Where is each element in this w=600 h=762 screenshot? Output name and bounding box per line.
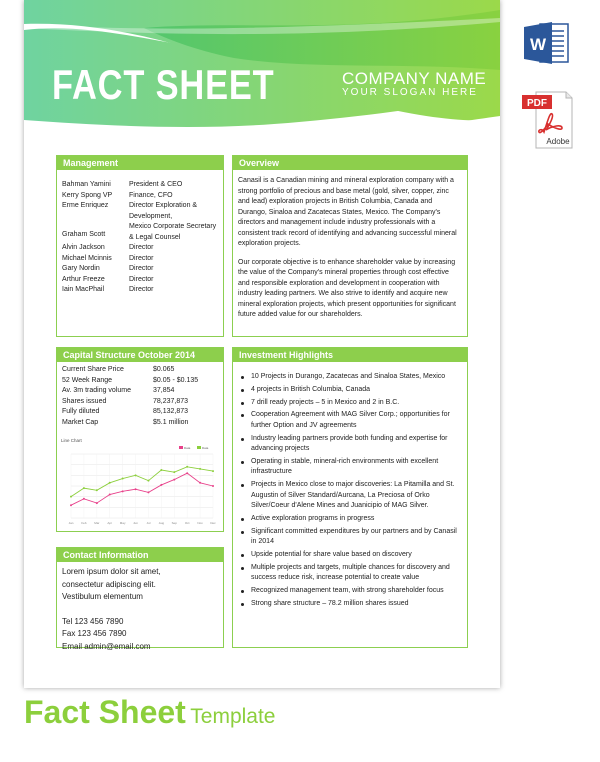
person-role: Mexico Corporate Secretary & Legal Counsel (129, 223, 217, 241)
chart-data-point (96, 489, 98, 491)
chart-x-tick-label: Apr (107, 521, 113, 525)
chart-data-point (70, 496, 72, 498)
chart-data-point (109, 482, 111, 484)
footer-title (24, 696, 276, 728)
capital-value: 37,854 (153, 387, 175, 394)
chart-legend-swatch (197, 446, 201, 449)
page-title: FACT SHEET (52, 61, 275, 108)
chart-data-point (173, 471, 175, 473)
pdf-icon-brand: Adobe (546, 137, 570, 146)
chart-legend-swatch (179, 446, 183, 449)
chart-x-tick-label: Dec (210, 521, 216, 525)
management-panel (56, 155, 224, 337)
line-chart (59, 436, 219, 530)
chart-data-point (199, 482, 201, 484)
list-item: Projects in Mexico close to major discoveries: La Pitamilla and St. Augustin of Silver Standard/Aurcana, La Preciosa of Orko Silver/Coeur d'Alene Mines and Juanicipio of MAG Silver. (238, 480, 462, 512)
capital-row (62, 418, 218, 429)
chart-data-point (199, 468, 201, 470)
company-slogan: YOUR SLOGAN HERE (342, 87, 478, 98)
list-item: 7 drill ready projects – 5 in Mexico and 2 in B.C. (238, 398, 462, 409)
list-item: Upside potential for share value based on discovery (238, 550, 462, 561)
management-row (62, 201, 218, 222)
management-row (62, 264, 218, 275)
person-role: Director (129, 275, 154, 283)
word-icon-letter: W (529, 35, 547, 54)
person-role: President & CEO (129, 181, 183, 188)
chart-data-point (122, 490, 124, 492)
chart-data-point (173, 479, 175, 481)
chart-data-point (160, 484, 162, 486)
chart-x-tick-label: Mar (94, 521, 100, 525)
person-name: Erme Enriquez (62, 202, 109, 209)
word-file-icon[interactable] (522, 18, 572, 68)
capital-row (62, 386, 218, 397)
chart-x-tick-label: Jun (133, 521, 138, 525)
management-row (62, 191, 218, 202)
chart-legend-label: Data (184, 445, 191, 450)
person-name: Bahman Yamini (62, 181, 111, 188)
chart-title: Line Chart (61, 438, 82, 443)
chart-data-point (186, 472, 188, 474)
chart-data-point (70, 504, 72, 506)
overview-panel (232, 155, 468, 337)
person-name: Arthur Freeze (62, 275, 105, 283)
list-item: Strong share structure – 78.2 million shares issued (238, 599, 462, 610)
chart-data-point (160, 469, 162, 471)
chart-legend-label: Data (202, 445, 209, 450)
footer-title-sub: Template (190, 705, 276, 728)
investment-highlights-body (233, 362, 467, 618)
contact-body (57, 562, 223, 659)
capital-structure-panel (56, 347, 224, 532)
capital-value: $0.05 - $0.135 (153, 376, 199, 384)
word-icon-graphic (522, 18, 572, 68)
contact-email: Email admin@email.com (62, 641, 151, 651)
chart-x-tick-label: Sep (171, 521, 177, 525)
chart-data-point (147, 480, 149, 482)
contact-phone: Tel 123 456 7890 (62, 616, 124, 626)
list-item: 10 Projects in Durango, Zacatecas and Sinaloa States, Mexico (238, 372, 462, 383)
list-item: Multiple projects and targets, multiple chances for discovery and success reduce risk, increase potential to create value (238, 563, 462, 584)
overview-paragraph: Our corporate objective is to enhance shareholder value by increasing the value of the Company's mineral properties through cost effective and responsible exploration and development in cooperation with industry leading partners. We also strive to identify and acquire new mineral exploration projects, which present opportunities for significant future added value for our shareholders. (238, 258, 456, 318)
capital-row (62, 397, 218, 408)
contact-panel (56, 547, 224, 651)
chart-data-point (96, 502, 98, 504)
capital-structure-heading: Capital Structure October 2014 (57, 348, 223, 362)
capital-value: $5.1 million (153, 418, 189, 426)
management-list (57, 170, 223, 302)
footer-title-main: Fact Sheet (24, 694, 186, 730)
capital-row (62, 407, 218, 418)
person-name: Alvin Jackson (62, 244, 105, 251)
contact-address-line: consectetur adipiscing elit. (62, 579, 156, 589)
management-row (62, 254, 218, 265)
company-name: COMPANY NAME (342, 69, 487, 88)
overview-body (233, 170, 467, 335)
contact-address-line: Vestibulum elementum (62, 592, 143, 601)
chart-data-point (212, 485, 214, 487)
contact-heading: Contact Information (57, 548, 223, 562)
chart-data-point (186, 466, 188, 468)
investment-highlights-heading: Investment Highlights (233, 348, 467, 362)
management-row (62, 243, 218, 254)
chart-x-tick-label: May (119, 521, 126, 525)
person-role: Director (129, 244, 154, 251)
list-item: Significant committed expenditures by our partners and by Canasil in 2014 (238, 527, 462, 548)
person-role: Director Exploration & Development, (129, 202, 198, 220)
contact-fax: Fax 123 456 7890 (62, 629, 127, 638)
capital-label: Fully diluted (62, 408, 100, 415)
person-name: Iain MacPhail (62, 286, 105, 293)
chart-x-tick-label: Oct (184, 521, 190, 525)
chart-data-point (109, 494, 111, 496)
capital-label: Av. 3m trading volume (62, 387, 131, 394)
list-item: Active exploration programs in progress (238, 514, 462, 525)
chart-x-tick-label: Jan (68, 521, 74, 525)
pdf-icon-label: PDF (527, 98, 547, 109)
chart-data-point (135, 474, 137, 476)
chart-data-point (135, 488, 137, 490)
person-name: Kerry Spong VP (62, 191, 113, 199)
header-banner (24, 0, 500, 140)
person-role: Director (129, 265, 154, 272)
fact-sheet-document (24, 0, 500, 688)
capital-value: $0.065 (153, 366, 175, 373)
capital-value: 78,237,873 (153, 397, 189, 405)
chart-data-point (83, 498, 85, 500)
contact-address-line: Lorem ipsum dolor sit amet, (62, 567, 161, 576)
capital-label: Market Cap (62, 418, 99, 426)
capital-label: Shares issued (62, 397, 107, 405)
person-name: Michael Mcinnis (62, 254, 112, 262)
chart-data-point (147, 491, 149, 493)
capital-row (62, 376, 218, 387)
chart-data-point (122, 478, 124, 480)
person-role: Director (129, 254, 154, 262)
management-row (62, 285, 218, 296)
list-item: Cooperation Agreement with MAG Silver Corp.; opportunities for further Option and JV agreements (238, 410, 462, 431)
chart-x-tick-label: Nov (197, 521, 203, 525)
chart-data-point (212, 470, 214, 472)
chart-x-tick-label: Jul (146, 521, 151, 525)
management-row (62, 180, 218, 191)
pdf-file-icon[interactable] (520, 90, 576, 150)
list-item: Recognized management team, with strong shareholder focus (238, 586, 462, 597)
chart-x-tick-label: Aug (158, 521, 165, 525)
management-row (62, 222, 218, 243)
chart-data-point (83, 487, 85, 489)
list-item: Industry leading partners provide both funding and expertise for advancing projects (238, 434, 462, 455)
list-item: 4 projects in British Columbia, Canada (238, 385, 462, 396)
line-chart-svg (59, 436, 219, 530)
investment-list (238, 372, 462, 610)
chart-x-tick-label: Feb (81, 521, 87, 525)
capital-label: Current Share Price (62, 366, 124, 373)
capital-label: 52 Week Range (62, 376, 113, 384)
contact-spacer (62, 604, 218, 616)
capital-structure-table (57, 362, 223, 434)
investment-highlights-panel (232, 347, 468, 648)
capital-row (62, 365, 218, 376)
overview-heading: Overview (233, 156, 467, 170)
management-heading: Management (57, 156, 223, 170)
capital-value: 85,132,873 (153, 408, 189, 415)
person-name: Gary Nordin (62, 265, 100, 272)
management-row (62, 275, 218, 286)
person-name: Graham Scott (62, 231, 106, 238)
overview-paragraph: Canasil is a Canadian mining and mineral exploration company with a strong portfolio of precious and base metal (gold, silver, copper, zinc and lead) exploration projects in British Columbia, Canada and Durango, Sinaloa and Zacatecas States, Mexico. The Company's directors and management include industry professionals with a consistent track record of identifying and advancing successful mineral exploration projects. (238, 177, 457, 247)
person-role: Finance, CFO (129, 191, 173, 199)
list-item: Operating in stable, mineral-rich environments with excellent infrastructure (238, 457, 462, 478)
pdf-icon-graphic (520, 90, 576, 150)
chart-background (59, 436, 219, 530)
person-role: Director (129, 286, 154, 293)
